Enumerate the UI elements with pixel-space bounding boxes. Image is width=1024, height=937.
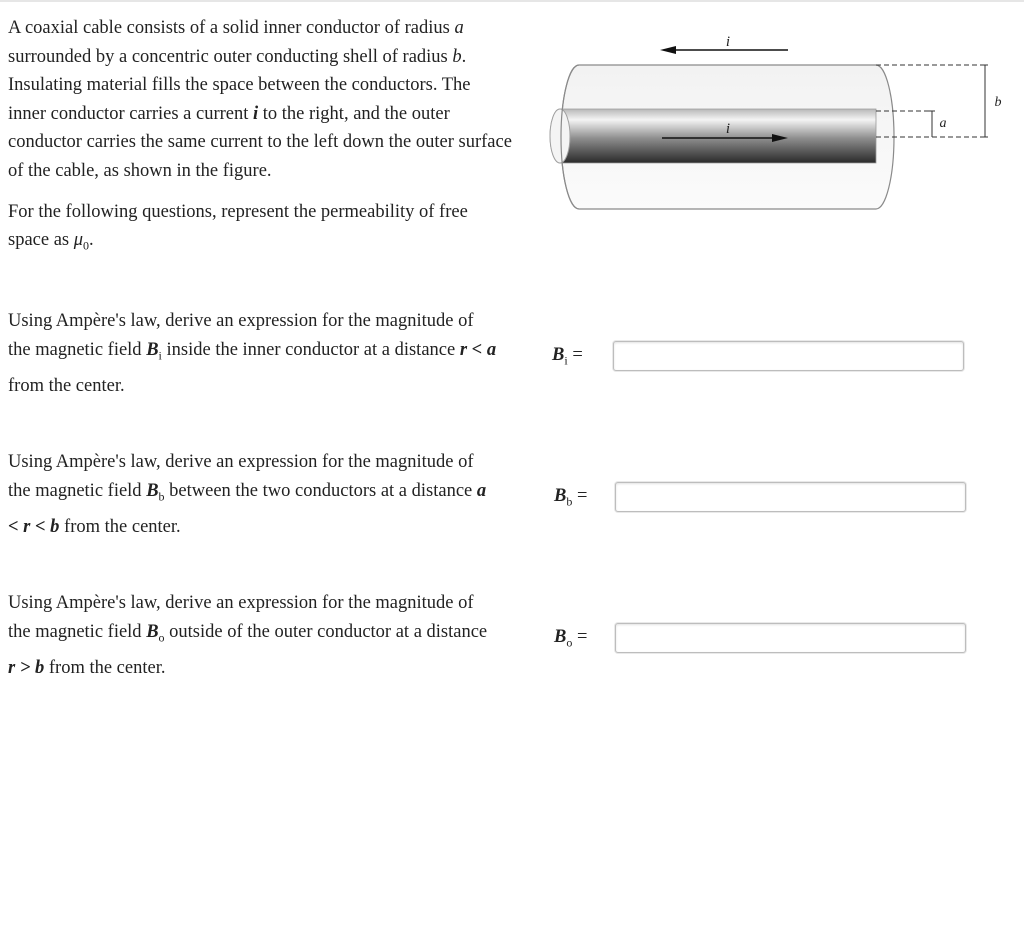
current-arrow-outer [660, 46, 788, 54]
question-1-text: Using Ampère's law, derive an expression for the magnitude of the magnetic field $B_i$ inside the inner conductor at a distance r < a from the center. [8, 311, 497, 396]
answer-input-bi[interactable] [613, 341, 964, 371]
permeability-note: For the following questions, represent the permeability of free space as $\mu_0$. [8, 201, 468, 253]
inner-conductor [550, 109, 876, 163]
question-2-text: Using Ampère's law, derive an expression for the magnitude of the magnetic field $B_b$ between the two conductors at a distance a < r < b from the center. [8, 452, 487, 537]
current-label-inner: i [725, 121, 731, 137]
radius-label-a: a [939, 116, 947, 131]
answer-label-bo: $B_o$ = [554, 627, 588, 650]
problem-statement [8, 14, 513, 260]
current-label-outer: i [725, 34, 731, 50]
top-divider [0, 0, 1024, 2]
answer-input-bb[interactable] [615, 482, 966, 512]
coaxial-cable-figure [534, 26, 1014, 222]
intro-paragraph: A coaxial cable consists of a solid inner conductor of radius a surrounded by a concentric outer conducting shell of radius b. Insulating material fills the space between the conductors. The inner conductor carries a current i to the right, and the outer conductor carries the same current to the left down the outer surface of the cable, as shown in the figure. [8, 18, 512, 181]
question-3-text: Using Ampère's law, derive an expression for the magnitude of the magnetic field $B_o$ outside of the outer conductor at a distance r > b from the center. [8, 593, 488, 678]
answer-label-bi: $B_i$ = [552, 345, 583, 368]
answer-label-bb: $B_b$ = [554, 486, 588, 509]
answer-input-bo[interactable] [615, 623, 966, 653]
radius-label-b: b [994, 95, 1002, 110]
